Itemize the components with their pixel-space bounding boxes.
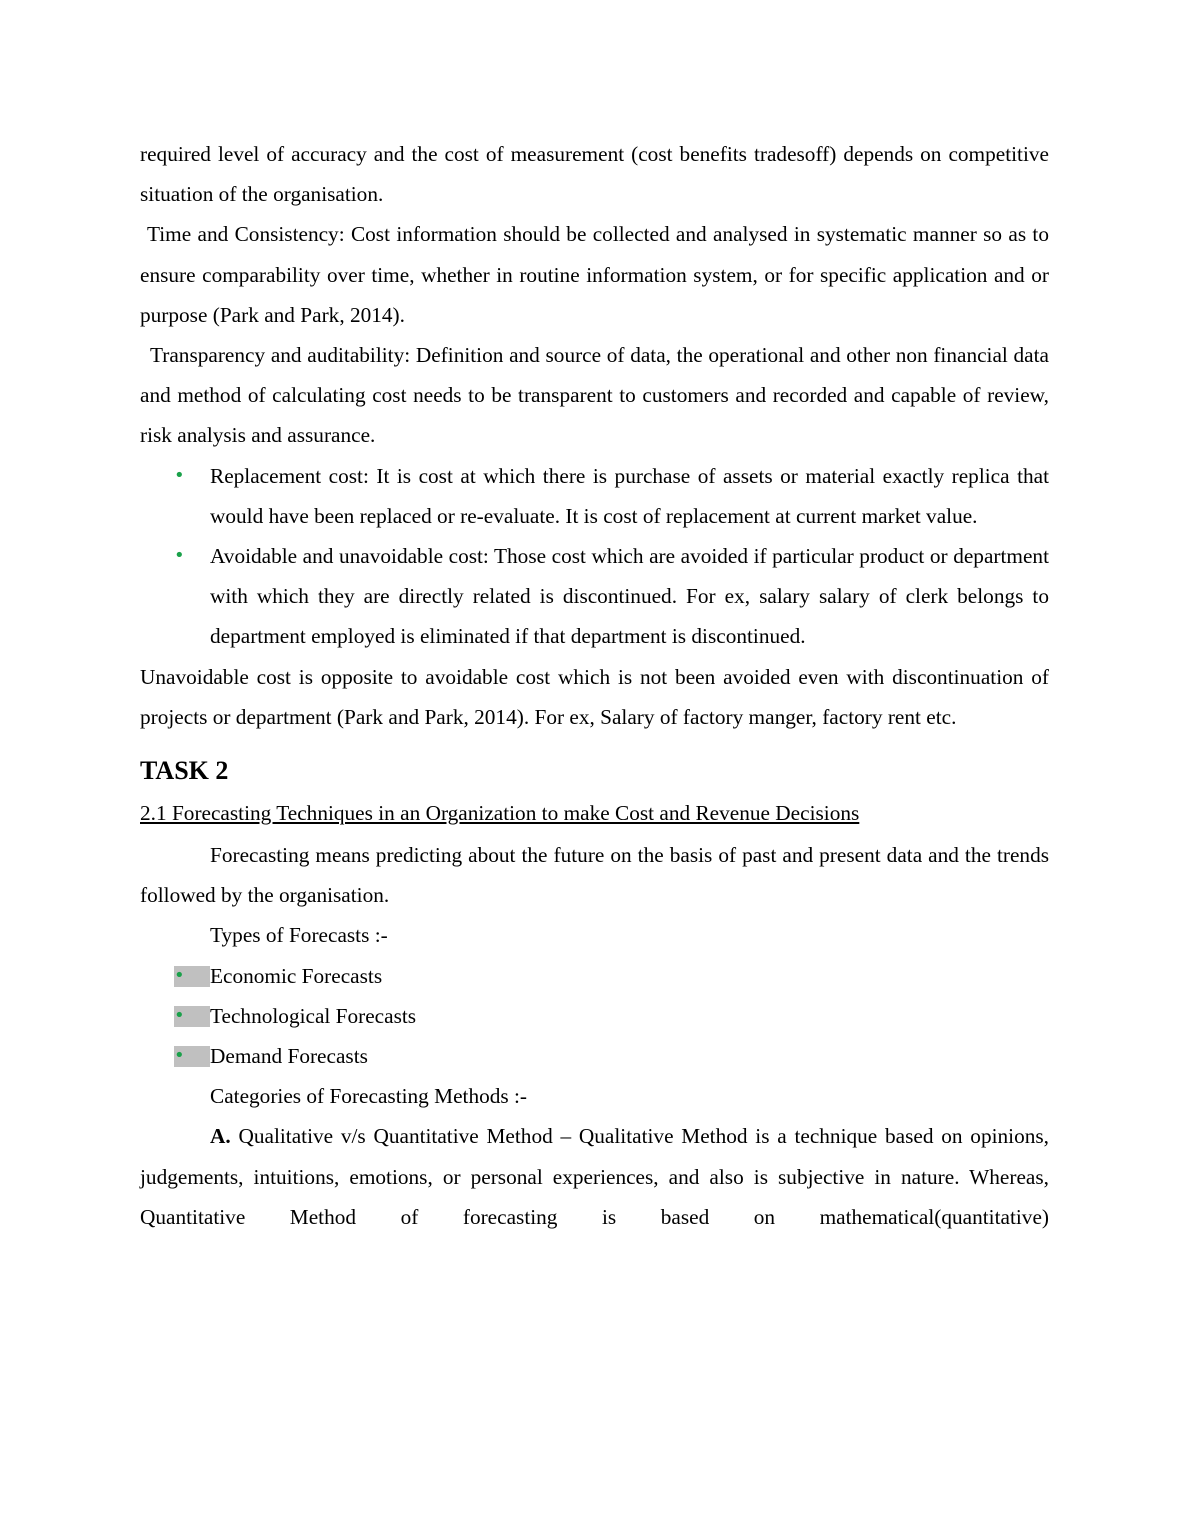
paragraph-forecast-intro: Forecasting means predicting about the future on the basis of past and present data and the trends followed by the organisation. [140,843,1049,908]
task-heading: TASK 2 [140,756,229,786]
bullet-icon: • [174,1004,185,1026]
method-a-text: Qualitative v/s Quantitative Method – Qualitative Method is a technique based on opinions, judgements, intuitions, emotions, or personal experiences, and also is subjective in nature. Whereas, Quantitative Method of forecasting is based on mathematical(quantitative) [140,1124,1049,1229]
paragraph-unavoidable-cost: Unavoidable cost is opposite to avoidable cost which is not been avoided even with discontinuation of projects or department (Park and Park, 2014). For ex, Salary of factory manger, factory rent etc. [140,664,1049,729]
list-item-text: Replacement cost: It is cost at which there is purchase of assets or material exactly replica that would have been replaced or re-evaluate. It is cost of replacement at current market value. [210,463,1049,528]
list-item-technological [140,996,1049,1036]
list-item-demand [140,1036,1049,1076]
highlight-marker [174,1006,210,1027]
bullet-icon: • [174,545,185,567]
list-item-text: Demand Forecasts [210,1044,368,1069]
categories-label: Categories of Forecasting Methods :- [210,1084,528,1109]
cost-bullet-list [140,456,1049,657]
types-label: Types of Forecasts :- [210,923,388,948]
highlight-marker [174,1046,210,1067]
paragraph-method-a [140,1116,1049,1237]
list-item-avoidable-cost [140,536,1049,657]
paragraph-time-consistency: Time and Consistency: Cost information should be collected and analysed in systematic manner so as to ensure comparability over time, whether in routine information system, or for specific application and or purpose (Park and Park, 2014). [140,222,1049,327]
forecast-types-list [140,956,1049,1077]
paragraph-accuracy: required level of accuracy and the cost of measurement (cost benefits tradesoff) depends on competitive situation of the organisation. [140,142,1049,207]
section-heading: 2.1 Forecasting Techniques in an Organization to make Cost and Revenue Decisions [140,801,860,826]
list-item-economic [140,956,1049,996]
list-item-text: Avoidable and unavoidable cost: Those cost which are avoided if particular product or department with which they are directly related is discontinued. For ex, salary salary of clerk belongs to department employed is eliminated if that department is discontinued. [210,544,1049,649]
list-item-text: Technological Forecasts [210,1003,417,1028]
document-page [140,134,1049,1237]
bullet-icon: • [174,964,185,986]
bullet-icon: • [174,464,185,486]
list-item-text: Economic Forecasts [210,963,383,988]
highlight-marker [174,966,210,987]
list-item-replacement-cost [140,456,1049,536]
method-a-label: A. [210,1124,231,1149]
paragraph-transparency: Transparency and auditability: Definition and source of data, the operational and other non financial data and method of calculating cost needs to be transparent to customers and recorded and capable of review, risk analysis and assurance. [140,343,1049,448]
bullet-icon: • [174,1045,185,1067]
